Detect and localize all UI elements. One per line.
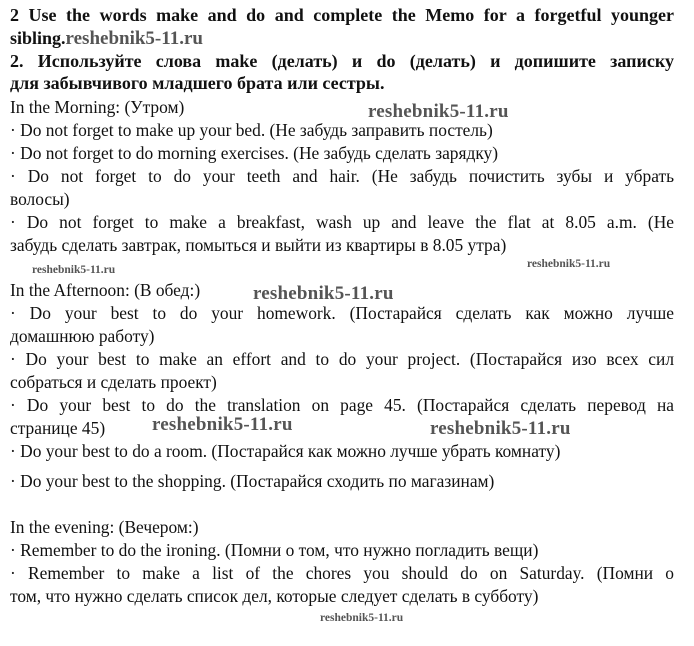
watermark-inline: reshebnik5-11.ru xyxy=(65,28,203,49)
afternoon-item-5: · Do your best to the shopping. (Постарайся сходить по магазинам) xyxy=(10,471,495,491)
evening-item-1: · Remember to do the ironing. (Помни о том, что нужно погладить вещи) xyxy=(10,540,539,560)
afternoon-item-1: · Do your best to do your homework. (Постарайся сделать как можно лучше xyxy=(10,303,674,323)
watermark: reshebnik5-11.ru xyxy=(527,258,611,270)
afternoon-item-4: · Do your best to do a room. (Постарайся как можно лучше убрать комнату) xyxy=(10,441,561,461)
afternoon-item-3-cont: странице 45) xyxy=(10,418,106,438)
watermark: reshebnik5-11.ru xyxy=(253,283,394,304)
title-en-cont xyxy=(10,27,203,50)
morning-item-3-cont: волосы) xyxy=(10,189,70,209)
afternoon-heading: In the Afternoon: (В обед:) xyxy=(10,280,201,300)
afternoon-item-2-cont: собраться и сделать проект) xyxy=(10,372,217,392)
afternoon-item-2: · Do your best to make an effort and to do your project. (Постарайся изо всех сил xyxy=(10,349,674,369)
morning-item-4: · Do not forget to make a breakfast, wash up and leave the flat at 8.05 a.m. (Не xyxy=(10,212,674,232)
watermark: reshebnik5-11.ru xyxy=(368,101,509,122)
watermark: reshebnik5-11.ru xyxy=(32,264,116,276)
morning-item-2: · Do not forget to do morning exercises. (Не забудь сделать зарядку) xyxy=(10,143,499,163)
evening-item-2-cont: том, что нужно сделать список дел, которые следует сделать в субботу) xyxy=(10,586,539,606)
afternoon-item-3: · Do your best to do the translation on page 45. (Постарайся сделать перевод на xyxy=(10,395,674,415)
evening-heading: In the evening: (Вечером:) xyxy=(10,517,199,537)
morning-heading: In the Morning: (Утром) xyxy=(10,97,185,117)
title-en: 2 Use the words make and do and complete the Memo for a forgetful younger xyxy=(10,5,674,25)
title-ru-2: для забывчивого младшего брата или сестры. xyxy=(10,73,385,93)
evening-item-2: · Remember to make a list of the chores you should do on Saturday. (Помни о xyxy=(10,563,674,583)
morning-item-1: · Do not forget to make up your bed. (Не забудь заправить постель) xyxy=(10,120,493,140)
afternoon-item-1-cont: домашнюю работу) xyxy=(10,326,155,346)
morning-item-3: · Do not forget to do your teeth and hair. (Не забудь почистить зубы и убрать xyxy=(10,166,674,186)
title-ru-1: 2. Используйте слова make (делать) и do (делать) и допишите записку xyxy=(10,51,674,71)
title-en-cont-text: sibling. xyxy=(10,28,66,48)
watermark: reshebnik5-11.ru xyxy=(152,414,293,435)
watermark: reshebnik5-11.ru xyxy=(430,418,571,439)
watermark: reshebnik5-11.ru xyxy=(320,612,404,624)
morning-item-4-cont: забудь сделать завтрак, помыться и выйти из квартиры в 8.05 утра) xyxy=(10,235,507,255)
